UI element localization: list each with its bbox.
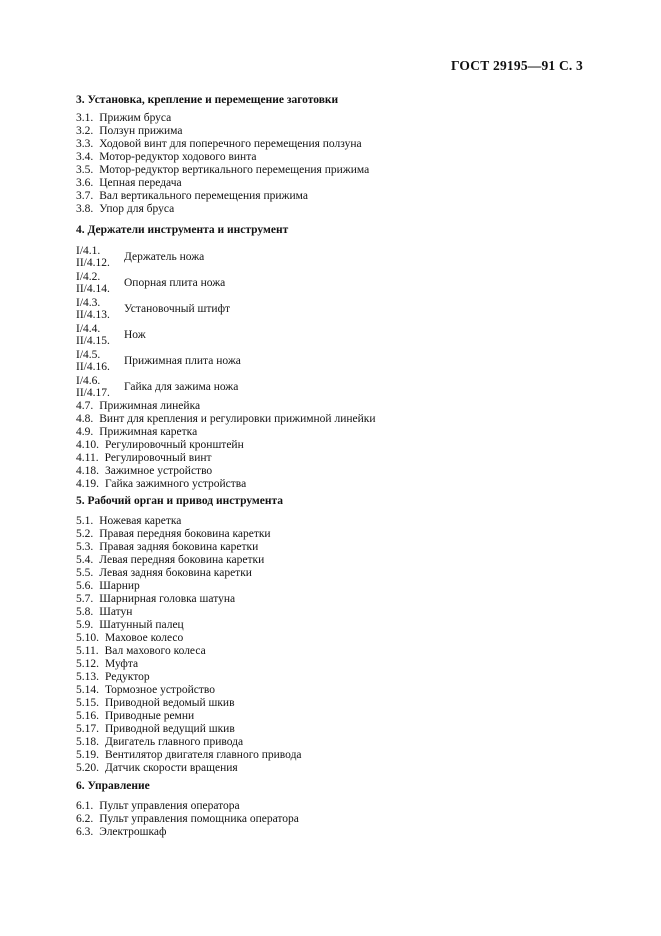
list-item (76, 697, 596, 710)
item-text: Нож (124, 329, 146, 341)
item-text: Винт для крепления и регулировки прижимной линейки (99, 413, 376, 425)
item-number-secondary: II/4.13. (76, 309, 110, 321)
item-text: Зажимное устройство (105, 465, 213, 477)
list-item (76, 541, 596, 554)
item-number-primary: I/4.2. (76, 270, 101, 283)
item-numbers (76, 375, 124, 400)
list-item (76, 151, 596, 164)
list-item (76, 478, 596, 491)
page-header: ГОСТ 29195—91 С. 3 (450, 58, 583, 73)
section-title: 4. Держатели инструмента и инструмент (76, 224, 289, 236)
item-number: 4.7. (76, 400, 94, 412)
item-text: Приводной ведомый шкив (105, 697, 235, 709)
item-text: Мотор-редуктор ходового винта (99, 151, 257, 163)
section-4 (76, 222, 596, 491)
item-number: 5.20. (76, 762, 99, 774)
item-number: 3.1. (76, 112, 94, 124)
item-text: Ножевая каретка (99, 515, 182, 527)
list-item (76, 736, 596, 749)
dual-item (76, 322, 596, 348)
item-number: 5.4. (76, 554, 94, 566)
item-number: 4.19. (76, 478, 99, 490)
item-text: Шарнир (99, 580, 140, 592)
item-number: 5.7. (76, 593, 94, 605)
item-text: Электрошкаф (99, 826, 167, 838)
item-number: 5.10. (76, 632, 99, 644)
list-item (76, 426, 596, 439)
section-6 (76, 778, 596, 839)
item-text: Левая передняя боковина каретки (99, 554, 265, 566)
item-text: Прижимная линейка (99, 400, 201, 412)
item-number-secondary: II/4.16. (76, 361, 110, 373)
item-number: 5.15. (76, 697, 99, 709)
item-number-primary: I/4.4. (76, 322, 101, 335)
list-item (76, 580, 596, 593)
item-text: Двигатель главного привода (105, 736, 244, 748)
item-text: Маховое колесо (105, 632, 184, 644)
list-item (76, 465, 596, 478)
item-number-primary: I/4.5. (76, 348, 101, 361)
item-text: Гайка зажимного устройства (105, 478, 247, 490)
list-item (76, 112, 596, 125)
item-text: Приводной ведущий шкив (105, 723, 235, 735)
item-text: Редуктор (105, 671, 150, 683)
item-number: 5.19. (76, 749, 99, 761)
list-item (76, 125, 596, 138)
item-text: Правая передняя боковина каретки (99, 528, 271, 540)
item-number-primary: I/4.1. (76, 244, 101, 257)
item-text: Прижимная плита ножа (124, 355, 241, 367)
item-text: Правая задняя боковина каретки (99, 541, 259, 553)
item-text: Шатунный палец (99, 619, 184, 631)
item-number: 4.8. (76, 413, 94, 425)
item-text: Упор для бруса (99, 203, 175, 215)
item-number-secondary: II/4.17. (76, 387, 110, 399)
item-text: Ползун прижима (99, 125, 183, 137)
item-number-primary: I/4.3. (76, 296, 101, 309)
item-number: 3.3. (76, 138, 94, 150)
item-number: 5.2. (76, 528, 94, 540)
item-number-secondary: II/4.14. (76, 283, 110, 295)
item-text: Опорная плита ножа (124, 277, 226, 289)
item-text: Держатель ножа (124, 251, 205, 263)
item-numbers (76, 297, 124, 322)
item-number: 5.16. (76, 710, 99, 722)
item-text: Цепная передача (99, 177, 182, 189)
item-number: 6.1. (76, 800, 94, 812)
list-item (76, 813, 596, 826)
item-text: Установочный штифт (124, 303, 231, 315)
item-numbers (76, 323, 124, 348)
list-item (76, 658, 596, 671)
item-number: 5.13. (76, 671, 99, 683)
list-item (76, 593, 596, 606)
list-item (76, 619, 596, 632)
item-text: Регулировочный кронштейн (105, 439, 244, 451)
item-number-primary: I/4.6. (76, 374, 101, 387)
item-number: 5.1. (76, 515, 94, 527)
list-item (76, 710, 596, 723)
item-text: Датчик скорости вращения (105, 762, 238, 774)
item-number-secondary: II/4.12. (76, 257, 110, 269)
item-number: 5.8. (76, 606, 94, 618)
item-text: Вал вертикального перемещения прижима (99, 190, 308, 202)
list-item (76, 554, 596, 567)
item-number: 3.6. (76, 177, 94, 189)
list-item (76, 684, 596, 697)
section-5 (76, 493, 596, 775)
item-number: 3.2. (76, 125, 94, 137)
list-item (76, 723, 596, 736)
list-item (76, 800, 596, 813)
item-number: 5.3. (76, 541, 94, 553)
item-number: 3.5. (76, 164, 94, 176)
list-item (76, 606, 596, 619)
item-number: 3.8. (76, 203, 94, 215)
list-item (76, 439, 596, 452)
list-item (76, 645, 596, 658)
item-text: Шатун (99, 606, 133, 618)
item-number: 4.18. (76, 465, 99, 477)
dual-item (76, 348, 596, 374)
list-item (76, 138, 596, 151)
item-text: Шарнирная головка шатуна (99, 593, 236, 605)
list-item (76, 671, 596, 684)
list-item (76, 515, 596, 528)
item-number-secondary: II/4.15. (76, 335, 110, 347)
list-item (76, 528, 596, 541)
section-title: 5. Рабочий орган и привод инструмента (76, 495, 284, 507)
item-text: Вал махового колеса (104, 645, 206, 657)
item-number: 4.9. (76, 426, 94, 438)
item-number: 4.11. (76, 452, 99, 464)
item-number: 6.3. (76, 826, 94, 838)
list-item (76, 749, 596, 762)
item-text: Гайка для зажима ножа (124, 381, 239, 393)
item-text: Левая задняя боковина каретки (99, 567, 252, 579)
list-item (76, 177, 596, 190)
list-item (76, 452, 596, 465)
section-title: 3. Установка, крепление и перемещение заготовки (76, 94, 339, 106)
item-number: 5.18. (76, 736, 99, 748)
item-number: 5.11. (76, 645, 99, 657)
dual-item (76, 374, 596, 400)
item-number: 3.4. (76, 151, 94, 163)
item-text: Приводные ремни (105, 710, 195, 722)
item-text: Ходовой винт для поперечного перемещения ползуна (99, 138, 362, 150)
item-number: 6.2. (76, 813, 94, 825)
list-item (76, 164, 596, 177)
item-text: Вентилятор двигателя главного привода (105, 749, 302, 761)
item-number: 4.10. (76, 439, 99, 451)
dual-item (76, 244, 596, 270)
item-text: Прижимная каретка (99, 426, 198, 438)
section-3 (76, 92, 596, 216)
list-item (76, 413, 596, 426)
item-number: 5.6. (76, 580, 94, 592)
item-number: 5.9. (76, 619, 94, 631)
item-text: Пульт управления оператора (99, 800, 240, 812)
item-number: 3.7. (76, 190, 94, 202)
section-title: 6. Управление (76, 780, 150, 792)
item-number: 5.17. (76, 723, 99, 735)
list-item (76, 762, 596, 775)
list-item (76, 567, 596, 580)
dual-item (76, 296, 596, 322)
item-number: 5.14. (76, 684, 99, 696)
item-numbers (76, 349, 124, 374)
item-text: Муфта (105, 658, 139, 670)
list-item (76, 826, 596, 839)
item-number: 5.12. (76, 658, 99, 670)
item-numbers (76, 245, 124, 270)
item-text: Прижим бруса (99, 112, 172, 124)
item-number: 5.5. (76, 567, 94, 579)
list-item (76, 632, 596, 645)
item-text: Регулировочный винт (104, 452, 212, 464)
item-text: Пульт управления помощника оператора (99, 813, 299, 825)
list-item (76, 400, 596, 413)
item-text: Тормозное устройство (105, 684, 215, 696)
list-item (76, 190, 596, 203)
dual-item (76, 270, 596, 296)
item-text: Мотор-редуктор вертикального перемещения прижима (99, 164, 370, 176)
list-item (76, 203, 596, 216)
item-numbers (76, 271, 124, 296)
